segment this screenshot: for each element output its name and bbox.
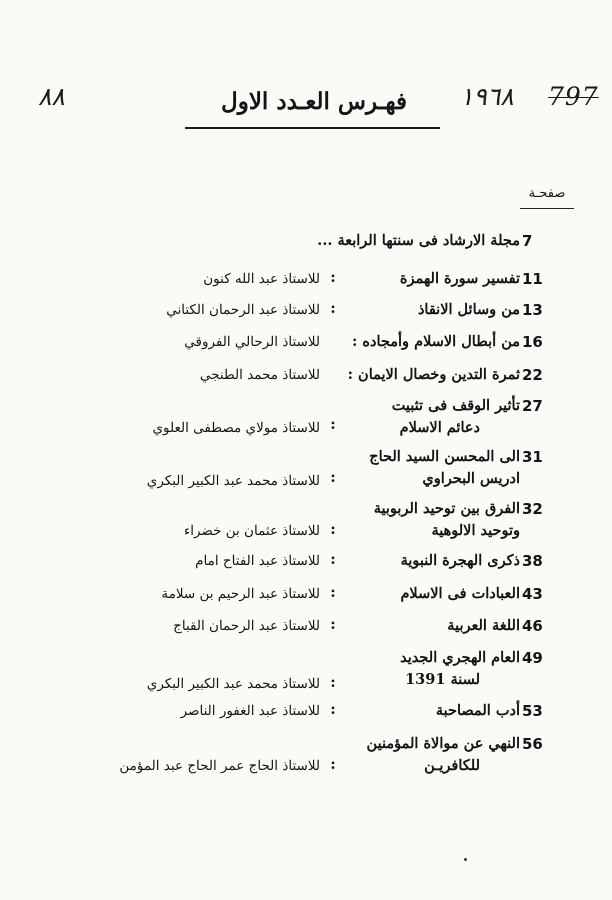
entry-colon: : bbox=[330, 268, 336, 286]
page-column-header: صفحـة bbox=[528, 186, 566, 201]
entry-title-line: مجلة الارشاد فى سنتها الرابعة ... bbox=[317, 232, 520, 249]
entry-page-number: 53 bbox=[522, 702, 543, 720]
entry-page-number: 7 bbox=[522, 232, 533, 250]
entry-title-line: الى المحسن السيد الحاج bbox=[369, 448, 520, 465]
handwritten-catalog-number: 797 bbox=[548, 82, 599, 111]
entry-author: للاستاذ مولاي مصطفى العلوي bbox=[152, 420, 320, 436]
entry-author: للاستاذ الرحالي الفروقي bbox=[184, 334, 320, 350]
entry-colon: : bbox=[330, 299, 336, 317]
entry-page-number: 38 bbox=[522, 552, 543, 570]
entry-title-line: من وسائل الانقاذ bbox=[417, 301, 520, 318]
column-header-underline bbox=[520, 208, 574, 209]
entry-colon: : bbox=[330, 468, 336, 486]
entry-title bbox=[190, 230, 520, 252]
entry-colon: : bbox=[330, 755, 336, 773]
entry-author: للاستاذ عبد الرحمان الكتاني bbox=[166, 302, 320, 318]
entry-colon: : bbox=[330, 550, 336, 568]
handwritten-page-number: ٨٨ bbox=[38, 82, 65, 111]
entry-title-line: ثمرة التدين وخصال الايمان : bbox=[347, 366, 520, 383]
entry-page-number: 32 bbox=[522, 500, 543, 518]
entry-colon: : bbox=[330, 520, 336, 538]
entry-title-line: للكافريـن bbox=[424, 757, 480, 774]
entry-title-line: وتوحيد الالوهية bbox=[431, 522, 520, 539]
entry-title-line: أدب المصاحبة bbox=[435, 702, 520, 719]
entry-title-line: اللغة العربية bbox=[447, 617, 520, 634]
entry-author: للاستاذ عبد الرحمان القباج bbox=[173, 618, 320, 634]
entry-author: للاستاذ عبد الرحيم بن سلامة bbox=[161, 586, 320, 602]
entry-title-line: تفسير سورة الهمزة bbox=[399, 270, 520, 287]
entry-author: للاستاذ محمد الطنجي bbox=[199, 367, 320, 383]
entry-author: للاستاذ عبد الله كنون bbox=[203, 271, 320, 287]
entry-title-line: دعائم الاسلام bbox=[399, 419, 480, 436]
entry-author: للاستاذ الحاج عمر الحاج عبد المؤمن bbox=[119, 758, 320, 774]
entry-colon: : bbox=[330, 615, 336, 633]
entry-colon: : bbox=[330, 415, 336, 433]
entry-title-line: العام الهجري الجديد bbox=[400, 649, 520, 666]
entry-colon: : bbox=[330, 583, 336, 601]
entry-author: للاستاذ عثمان بن خضراء bbox=[183, 523, 320, 539]
entry-page-number: 11 bbox=[522, 270, 543, 288]
entry-title-line: ادريس البحراوي bbox=[422, 470, 520, 487]
title-underline bbox=[185, 127, 440, 129]
entry-page-number: 46 bbox=[522, 617, 543, 635]
entry-title-line: لسنة 1391 bbox=[405, 671, 480, 688]
entry-page-number: 56 bbox=[522, 735, 543, 753]
entry-author: للاستاذ محمد عبد الكبير البكري bbox=[146, 473, 320, 489]
entry-page-number: 16 bbox=[522, 333, 543, 351]
entry-colon: : bbox=[330, 700, 336, 718]
entry-page-number: 49 bbox=[522, 649, 543, 667]
page-title: فهـرس العـدد الاول bbox=[221, 88, 407, 115]
entry-title-line: الفرق بين توحيد الربوبية bbox=[373, 500, 520, 517]
entry-title-line: ذكرى الهجرة النبوية bbox=[400, 552, 520, 569]
paper-speck bbox=[464, 858, 467, 861]
entry-page-number: 31 bbox=[522, 448, 543, 466]
entry-title-line: النهي عن موالاة المؤمنين bbox=[366, 735, 520, 752]
entry-page-number: 22 bbox=[522, 366, 543, 384]
entry-page-number: 13 bbox=[522, 301, 543, 319]
entry-title-line: من أبطال الاسلام وأمجاده : bbox=[352, 333, 520, 350]
entry-page-number: 27 bbox=[522, 397, 543, 415]
entry-author: للاستاذ عبد الغفور الناصر bbox=[180, 703, 320, 719]
handwritten-year: ١٩٦٨ bbox=[460, 82, 514, 111]
entry-colon: : bbox=[330, 673, 336, 691]
entry-title-line: العبادات فى الاسلام bbox=[400, 585, 520, 602]
entry-author: للاستاذ عبد الفتاح امام bbox=[195, 553, 320, 569]
entry-author: للاستاذ محمد عبد الكبير البكري bbox=[146, 676, 320, 692]
entry-title-line: تأثير الوقف فى تثبيت bbox=[391, 397, 520, 414]
entry-page-number: 43 bbox=[522, 585, 543, 603]
